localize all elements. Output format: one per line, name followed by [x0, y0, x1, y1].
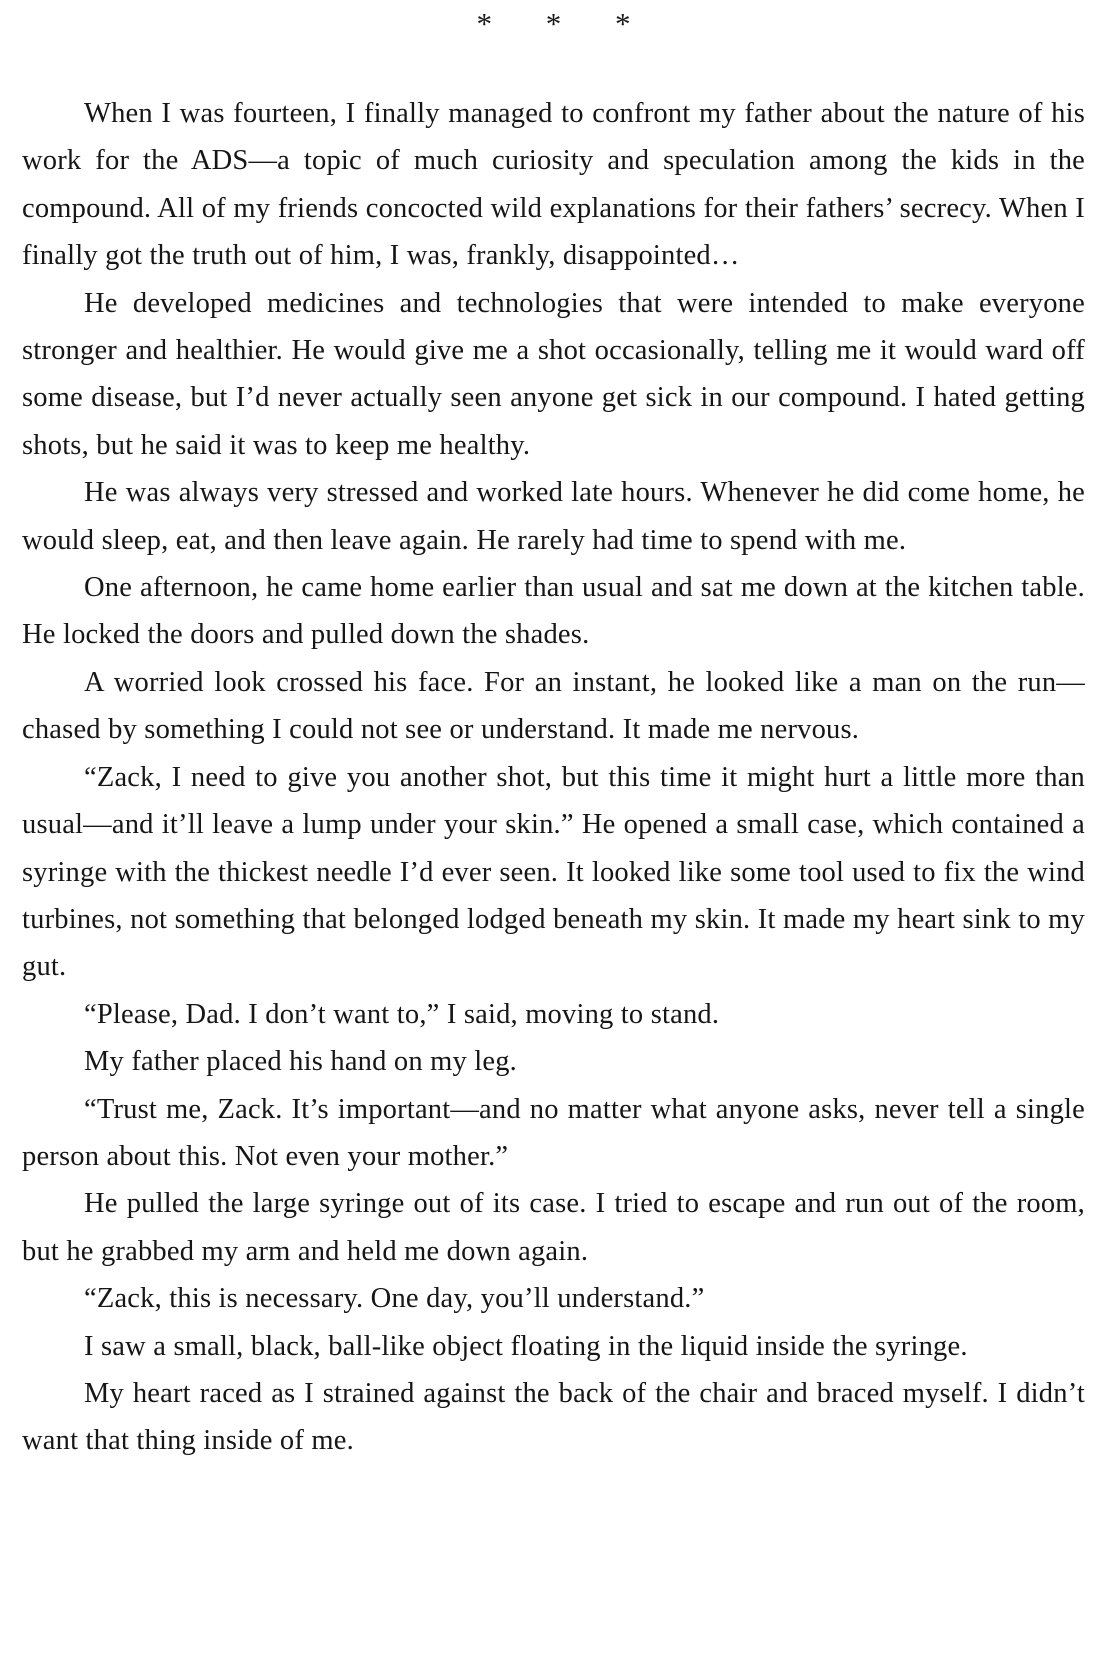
paragraph: My father placed his hand on my leg.: [84, 1046, 518, 1078]
paragraph: One afternoon, he came home earlier than usual and sat me down at the kitchen table. He locked the doors and pulled down the shades.: [22, 572, 1085, 651]
page-text: [22, 90, 1085, 1465]
paragraph: “Zack, this is necessary. One day, you’ll understand.”: [84, 1283, 705, 1315]
paragraph: “Trust me, Zack. It’s important—and no matter what anyone asks, never tell a single person about this. Not even your mother.”: [22, 1093, 1085, 1172]
section-break: * * *: [476, 6, 631, 41]
paragraph: “Zack, I need to give you another shot, but this time it might hurt a little more than usual—and it’ll leave a lump under your skin.” He opened a small case, which contained a syringe with the thickest needle I’d ever seen. It looked like some tool used to fix the wind turbines, not something that belonged lodged beneath my skin. It made my heart sink to my gut.: [22, 761, 1085, 983]
paragraph: He was always very stressed and worked late hours. Whenever he did come home, he would sleep, eat, and then leave again. He rarely had time to spend with me.: [22, 477, 1085, 556]
paragraph: My heart raced as I strained against the back of the chair and braced myself. I didn’t want that thing inside of me.: [22, 1377, 1085, 1457]
paragraph: When I was fourteen, I finally managed to confront my father about the nature of his work for the ADS—a topic of much curiosity and speculation among the kids in the compound. All of my friends concocted wild explanations for their fathers’ secrecy. When I finally got the truth out of him, I was, frankly, disappointed…: [22, 98, 1085, 272]
paragraph: He pulled the large syringe out of its case. I tried to escape and run out of the room, but he grabbed my arm and held me down again.: [22, 1188, 1085, 1267]
paragraph: “Please, Dad. I don’t want to,” I said, moving to stand.: [84, 998, 720, 1030]
paragraph: I saw a small, black, ball-like object floating in the liquid inside the syringe.: [84, 1330, 968, 1362]
paragraph: A worried look crossed his face. For an instant, he looked like a man on the run—chased by something I could not see or understand. It made me nervous.: [22, 666, 1085, 746]
paragraph: He developed medicines and technologies that were intended to make everyone stronger and healthier. He would give me a shot occasionally, telling me it would ward off some disease, but I’d never actually seen anyone get sick in our compound. I hated getting shots, but he said it was to keep me healthy.: [22, 287, 1085, 461]
